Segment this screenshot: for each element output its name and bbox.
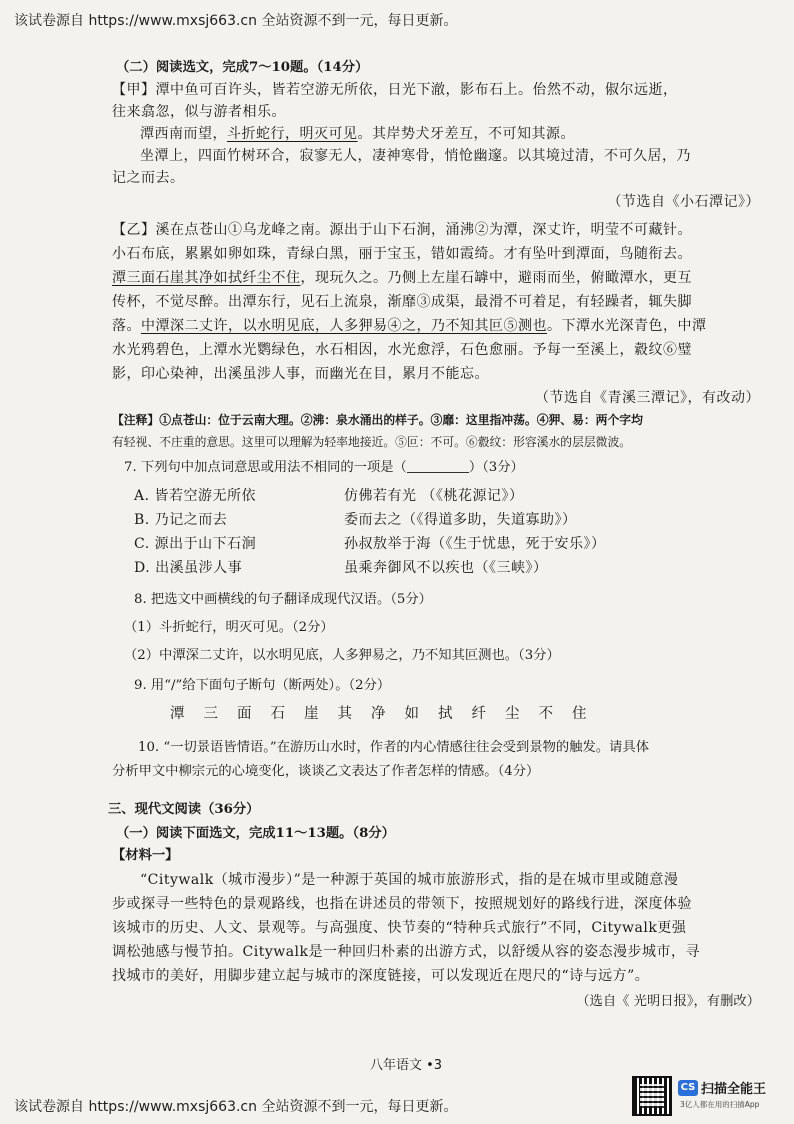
q9-stem: 9. 用“/”给下面句子断句（断两处）。（2分） <box>134 678 391 693</box>
section3-heading: 三、现代文阅读（36分） <box>108 802 260 817</box>
yi-line-3: 潭三面石崖其净如拭纤尘不住，现玩久之。乃侧上左崖石罅中，避雨而坐，俯瞰潭水，更互 <box>112 270 692 286</box>
q8-sub-1: （1）斗折蛇行，明灭可见。（2分） <box>124 620 334 635</box>
jia-line-4: 坐潭上，四面竹树环合，寂寥无人，凄神寒骨，悄怆幽邃。以其境过清，不可久居，乃 <box>140 148 691 164</box>
yi-line-6: 水光鸦碧色，上潭水光鹦绿色，水石相因，水光愈浮，石色愈丽。予每一至溪上，縠纹⑥璧 <box>112 342 692 358</box>
q9-char: 崖 <box>304 706 319 722</box>
material-line-1: “Citywalk（城市漫步）”是一种源于英国的城市旅游形式，指的是在城市里或随意漫 <box>140 872 679 888</box>
material-line-4: 调松弛感与慢节拍。Citywalk是一种回归朴素的出游方式，以舒缓从容的姿态漫步城市，寻 <box>112 944 701 960</box>
yi-line-5: 落。中潭深二丈许，以水明见底，人多狎易④之，乃不知其叵⑤测也。下潭水光深青色，中潭 <box>112 318 707 334</box>
yi-line-4: 传杯，不觉尽醉。出潭东行，见石上流泉，渐靡③成渠，最滑不可着足，有轻躁者，辄失脚 <box>112 294 692 310</box>
q8-stem: 8. 把选文中画横线的句子翻译成现代汉语。（5分） <box>134 592 432 607</box>
jia-source: （节选自《小石潭记》） <box>607 194 760 210</box>
material-line-3: 该城市的历史、人文、景观等。与高强度、快节奏的“特种兵式旅行”不同，Citywalk更强 <box>112 920 687 936</box>
q7-option-a: A. 皆若空游无所依 <box>134 488 257 504</box>
jia-line-5: 记之而去。 <box>112 170 185 186</box>
material-line-5: 找城市的美好，用脚步建立起与城市的深度链接，可以发现近在咫尺的“诗与远方”。 <box>112 968 650 984</box>
underlined-sentence-3: 中潭深二丈许，以水明见底，人多狎易④之，乃不知其叵⑤测也 <box>141 318 547 334</box>
bottom-watermark: 该试卷源自 https://www.mxsj663.cn 全站资源不到一元，每日更新。 <box>14 1099 458 1115</box>
page-number: 八年语文 •3 <box>370 1058 443 1073</box>
q9-char: 不 <box>538 706 554 722</box>
q8-sub-2: （2）中潭深二丈许，以水明见底，人多狎易之，乃不知其叵测也。（3分） <box>124 648 560 663</box>
q9-sentence[interactable] <box>170 702 606 723</box>
q9-char: 三 <box>203 706 219 722</box>
q9-char: 其 <box>337 706 353 722</box>
q7-option-c: C. 源出于山下石涧 <box>134 536 257 552</box>
q9-char: 尘 <box>505 706 520 722</box>
q9-char: 面 <box>237 706 252 722</box>
q7-option-b: B. 乃记之而去 <box>134 512 228 528</box>
yi-line-2: 小石布底，累累如卵如珠，青绿白黑，丽于宝玉，错如霞绮。才有坠叶到潭面，鸟随衔去。 <box>112 246 692 262</box>
scanner-logo-icon: CS <box>678 1080 698 1096</box>
material-line-2: 步或探寻一些特色的景观路线，也指在讲述员的带领下，按照规划好的路线行进，深度体验 <box>112 896 692 912</box>
q9-char: 住 <box>572 706 587 722</box>
jia-line-3: 潭西南而望，斗折蛇行，明灭可见。其岸势犬牙差互，不可知其源。 <box>140 126 575 142</box>
q7-stem: 7. 下列句中加点词意思或用法不相同的一项是（ ）（3分） <box>124 460 524 475</box>
q9-char: 纤 <box>471 706 487 722</box>
underlined-sentence-1: 斗折蛇行，明灭可见 <box>227 126 358 142</box>
underlined-sentence-2: 潭三面石崖其净如拭纤尘不住 <box>112 270 301 286</box>
jia-line-1: 【甲】潭中鱼可百许头，皆若空游无所依，日光下澈，影布石上。佁然不动，俶尔远逝， <box>112 82 678 98</box>
jia-line-2: 往来翕忽，似与游者相乐。 <box>112 104 286 120</box>
yi-line-7: 影，印心染神，出溪虽涉人事，而幽光在目，累月不能忘。 <box>112 366 489 382</box>
notes-line-2: 有轻视、不庄重的意思。这里可以理解为轻率地接近。⑤叵：不可。⑥縠纹：形容溪水的层层微波。 <box>112 435 632 449</box>
q10-line-1: 10. “一切景语皆情语。”在游历山水时，作者的内心情感往往会受到景物的触发。请具体 <box>138 740 650 755</box>
section2-heading: （二）阅读选文，完成7～10题。（14分） <box>116 60 369 75</box>
q9-char: 石 <box>270 706 286 722</box>
material-source: （选自《 光明日报》，有删改） <box>576 994 760 1009</box>
q9-char: 潭 <box>170 706 185 722</box>
q7-option-d-ref: 虽乘奔御风不以疾也（《三峡》） <box>344 560 548 576</box>
notes-line-1: 【注释】①点苍山：位于云南大理。②沸：泉水涌出的样子。③靡：这里指冲荡。④狎、易：两个字均 <box>112 413 643 427</box>
qr-code-icon <box>632 1076 672 1116</box>
q7-option-c-ref: 孙叔敖举于海（《生于忧患，死于安乐》） <box>344 536 606 552</box>
q7-option-a-ref: 仿佛若有光 （《桃花源记》） <box>344 488 524 504</box>
q7-answer-blank[interactable] <box>407 458 469 473</box>
yi-source: （节选自《青溪三潭记》，有改动） <box>535 390 760 406</box>
section3-sub: （一）阅读下面选文，完成11～13题。（8分） <box>116 826 395 841</box>
material-one-label: 【材料一】 <box>112 848 179 863</box>
scanner-brand: 扫描全能王 <box>701 1082 767 1097</box>
q9-char: 如 <box>404 706 420 722</box>
q9-char: 净 <box>371 706 386 722</box>
q10-line-2: 分析甲文中柳宗元的心境变化，谈谈乙文表达了作者怎样的情感。（4分） <box>112 764 540 779</box>
scanner-tagline: 3亿人都在用的扫描App <box>680 1100 760 1109</box>
q7-option-b-ref: 委而去之（《得道多助，失道寡助》） <box>344 512 577 528</box>
q7-option-d: D. 出溪虽涉人事 <box>134 560 243 576</box>
q9-char: 拭 <box>438 706 453 722</box>
top-watermark: 该试卷源自 https://www.mxsj663.cn 全站资源不到一元，每日更新。 <box>14 13 458 29</box>
yi-line-1: 【乙】溪在点苍山①乌龙峰之南。源出于山下石涧，涌沸②为潭，深丈许，明莹不可藏针。 <box>112 222 692 238</box>
